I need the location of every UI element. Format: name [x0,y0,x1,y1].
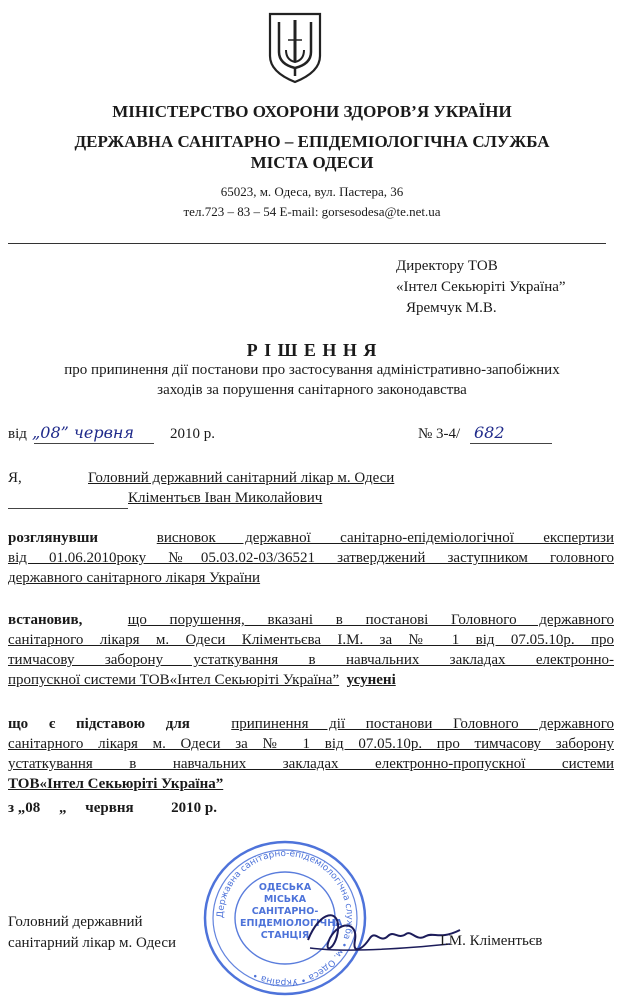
date-prefix: від [8,426,27,442]
service-name-line1: ДЕРЖАВНА САНІТАРНО – ЕПІДЕМІОЛОГІЧНА СЛУЖБА [74,132,550,151]
document-subtitle-line2: заходів за порушення санітарного законодавства [157,382,467,398]
stamp-center-text: ОДЕСЬКА МІСЬКА САНІТАРНО-ЕПІДЕМІОЛОГІЧНА СТАНЦІЯ [240,882,343,941]
stamp-ring-text: Державна санітарно-епідеміологічна служба • м. Одеса • Україна • [215,848,355,988]
coat-of-arms-icon [266,10,324,84]
handwritten-date: „08” червня [32,423,135,442]
addressee-line: Яремчук М.В. [406,300,497,316]
header-divider [8,243,606,244]
paragraph-grounds: що є підставою для припинення дії постанови Головного державного санітарного лікаря м. Одеси за № 1 від 07.05.10р. про тимчасову заборону устаткування в навчальних закладах електронно-пропускної системи ТОВ«Інтел Секьюріті Україна” [8,716,614,792]
official-name: Кліментьєв Іван Миколайович [128,490,323,506]
official-position: Головний державний санітарний лікар м. Одеси [88,470,395,486]
paragraph-lead: встановив, [8,612,83,628]
official-pronoun: Я, [8,470,22,486]
paragraph-lead: що є підставою для [8,716,190,732]
signatory-name: І.М. Кліментьєв [440,933,543,949]
signatory-title: Головний державний санітарний лікар м. Одеси [8,914,177,951]
ministry-name: МІНІСТЕРСТВО ОХОРОНИ ЗДОРОВ’Я УКРАЇНИ [112,102,512,121]
number-underline [470,443,552,444]
addressee-line: «Інтел Секьюріті Україна” [396,279,566,295]
address-line: 65023, м. Одеса, вул. Пастера, 36 [220,184,404,199]
contacts-line: тел.723 – 83 – 54 E-mail: gorsesodesa@te.net.ua [183,204,441,219]
date-underline [34,443,154,444]
date-year: 2010 р. [170,426,215,442]
service-name-line2: МІСТА ОДЕСИ [250,153,374,172]
number-prefix: № 3-4/ [418,426,461,442]
paragraph-established: встановив, що порушення, вказані в постанові Головного державного санітарного лікаря м. Одеси Кліментьєва І.М. за № 1 від 07.05.10р. про тимчасову заборону устаткування в навчальних закладах електронно- пропускної системи ТОВ«Інтел Секьюріті Україна” усунені [8,612,615,688]
addressee-line: Директору ТОВ [396,258,498,274]
document-title: Р І Ш Е Н Н Я [246,340,378,360]
addressee-block [396,256,566,319]
handwritten-number: 682 [474,423,505,442]
paragraph-lead: розглянувши [8,530,98,546]
effective-date: з „08 „ червня 2010 р. [8,800,217,816]
document-subtitle-line1: про припинення дії постанови про застосування адміністративно-запобіжних [64,362,560,378]
paragraph-considered: розглянувши висновок державної санітарно-епідеміологічної експертизи від 01.06.2010року №05.03.02-03/36521 затверджений заступником головного державного санітарного лікаря України [8,530,614,586]
official-name-leader-line [8,508,128,509]
